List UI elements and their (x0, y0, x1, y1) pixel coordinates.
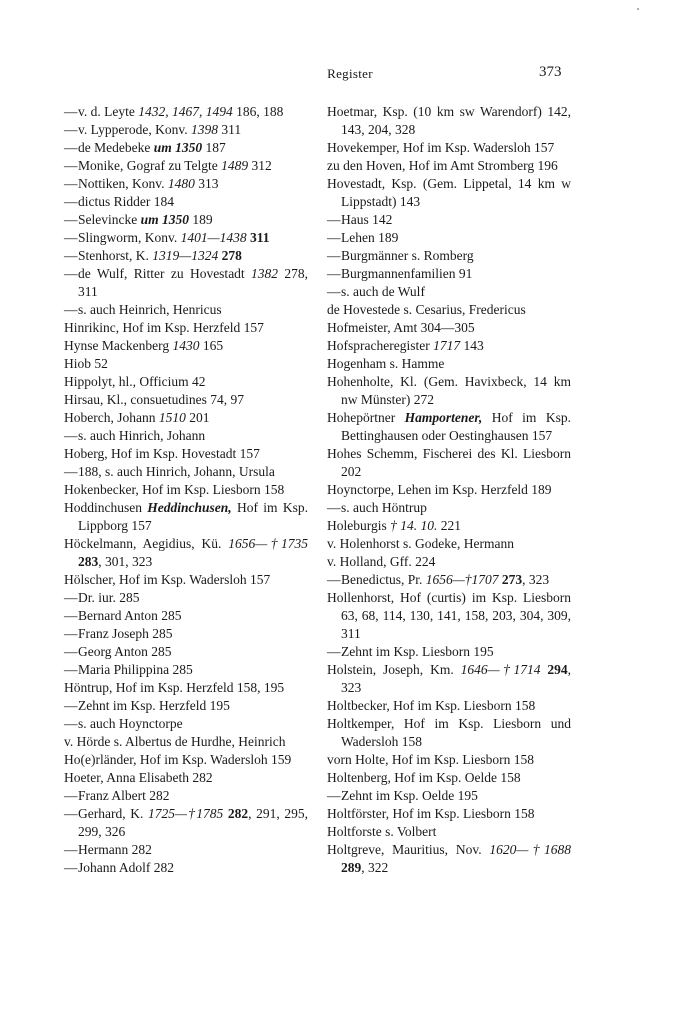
entry-text-segment: 1430 (172, 338, 200, 353)
subentry-dash: — (327, 644, 341, 659)
entry-text-segment: Monike, Gograf zu Telgte (78, 158, 222, 173)
entry-text-segment: 282 (227, 806, 249, 821)
entry-text-segment: 189 (189, 212, 213, 227)
entry-text-segment: Hermann 282 (78, 842, 152, 857)
subentry-dash: — (327, 788, 341, 803)
entry-text-segment: Holeburgis (327, 518, 391, 533)
entry-text-segment: de Medebeke (78, 140, 154, 155)
index-column-left (64, 103, 308, 877)
entry-text-segment: Hohenholte, Kl. (Gem. Havixbeck, 14 km nw Münster) 272 (327, 374, 571, 407)
subentry-dash: — (64, 464, 78, 479)
entry-text-segment: 1398 (190, 122, 218, 137)
index-subentry (64, 193, 308, 211)
subentry-dash: — (327, 284, 341, 299)
entry-text-segment: Holtbecker, Hof im Ksp. Liesborn 158 (327, 698, 536, 713)
index-entry (64, 445, 308, 463)
subentry-dash: — (64, 428, 78, 443)
index-subentry (327, 265, 571, 283)
entry-text-segment: 294 (547, 662, 568, 677)
entry-text-segment: Hippolyt, hl., Officium 42 (64, 374, 206, 389)
entry-text-segment: 273 (501, 572, 523, 587)
index-entry (327, 409, 571, 445)
entry-text-segment: 1725—†1785 (147, 806, 224, 821)
index-subentry (64, 247, 308, 265)
entry-text-segment: , 323 (341, 662, 572, 695)
entry-text-segment: Franz Albert 282 (78, 788, 170, 803)
subentry-dash: — (64, 230, 78, 245)
subentry-dash: — (64, 302, 78, 317)
entry-text-segment: Hogenham s. Hamme (327, 356, 445, 371)
index-entry (327, 841, 571, 877)
subentry-dash: — (64, 212, 78, 227)
index-entry (64, 571, 308, 589)
entry-text-segment: v. Holland, Gff. 224 (327, 554, 436, 569)
index-entry (327, 139, 571, 157)
subentry-dash: — (64, 104, 78, 119)
index-entry (64, 373, 308, 391)
index-subentry (327, 643, 571, 661)
index-entry (327, 319, 571, 337)
subentry-dash: — (327, 230, 341, 245)
subentry-dash: — (327, 248, 341, 263)
entry-text-segment: 188, s. auch Hinrich, Johann, Ursula (78, 464, 275, 479)
entry-text-segment: zu den Hoven, Hof im Amt Stromberg 196 (327, 158, 558, 173)
entry-text-segment: Hokenbecker, Hof im Ksp. Liesborn 158 (64, 482, 285, 497)
entry-text-segment: Holtförster, Hof im Ksp. Liesborn 158 (327, 806, 535, 821)
index-subentry (64, 643, 308, 661)
index-entry (327, 175, 571, 211)
index-subentry (64, 139, 308, 157)
index-subentry (64, 229, 308, 247)
entry-text-segment: , 323 (522, 572, 550, 587)
subentry-dash: — (64, 194, 78, 209)
entry-text-segment: s. auch Hinrich, Johann (78, 428, 206, 443)
entry-text-segment: Burgmänner s. Romberg (341, 248, 474, 263)
subentry-dash: — (64, 122, 78, 137)
entry-text-segment: 1656—†1735 (228, 536, 308, 551)
subentry-dash: — (327, 500, 341, 515)
index-entry (327, 715, 571, 751)
subentry-dash: — (64, 698, 78, 713)
entry-text-segment: 1401—1438 (180, 230, 247, 245)
index-entry (64, 769, 308, 787)
index-subentry (64, 211, 308, 229)
subentry-dash: — (64, 608, 78, 623)
entry-text-segment: 1656—†1707 (425, 572, 499, 587)
subentry-dash: — (64, 626, 78, 641)
entry-text-segment: , 301, 323 (98, 554, 153, 569)
subentry-dash: — (64, 158, 78, 173)
entry-text-segment: 186, 188 (232, 104, 284, 119)
subentry-dash: — (327, 212, 341, 227)
index-entry (327, 157, 571, 175)
entry-text-segment: 221 (437, 518, 461, 533)
index-entry (64, 481, 308, 499)
entry-text-segment: 1489 (221, 158, 249, 173)
index-entry (64, 337, 308, 355)
entry-text-segment: v. Hörde s. Albertus de Hurdhe, Heinrich (64, 734, 286, 749)
entry-text-segment: Hovestadt, Ksp. (Gem. Lippetal, 14 km w Lippstadt) 143 (327, 176, 571, 209)
index-entry (327, 535, 571, 553)
index-subentry (64, 157, 308, 175)
index-subentry (64, 265, 308, 301)
entry-text-segment: 283 (78, 554, 99, 569)
index-entry (64, 499, 308, 535)
entry-text-segment: Hoberg, Hof im Ksp. Hovestadt 157 (64, 446, 260, 461)
entry-text-segment: Höntrup, Hof im Ksp. Herzfeld 158, 195 (64, 680, 285, 695)
index-column-right (327, 103, 571, 877)
entry-text-segment: Hoddinchusen (64, 500, 148, 515)
index-subentry (64, 427, 308, 445)
subentry-dash: — (64, 644, 78, 659)
entry-text-segment: Hofmeister, Amt 304—305 (327, 320, 475, 335)
index-entry (327, 589, 571, 643)
entry-text-segment: Hof im Ksp. Bettinghausen oder Oestinghausen 157 (341, 410, 571, 443)
entry-text-segment: Hamportener, (404, 410, 483, 425)
index-entry (327, 337, 571, 355)
entry-text-segment: v. Lypperode, Konv. (78, 122, 191, 137)
entry-text-segment: Maria Philippina 285 (78, 662, 193, 677)
entry-text-segment: 313 (194, 176, 219, 191)
index-entry (64, 535, 308, 571)
entry-text-segment: , 291, 295, 299, 326 (78, 806, 308, 839)
index-subentry (64, 175, 308, 193)
entry-text-segment: s. auch de Wulf (341, 284, 425, 299)
subentry-dash: — (64, 590, 78, 605)
entry-text-segment: Holtgreve, Mauritius, Nov. (327, 842, 490, 857)
entry-text-segment: Holtkemper, Hof im Ksp. Liesborn und Wadersloh 158 (327, 716, 571, 749)
index-subentry (64, 841, 308, 859)
entry-text-segment: Hovekemper, Hof im Ksp. Wadersloh 157 (327, 140, 555, 155)
entry-text-segment: Hoberch, Johann (64, 410, 159, 425)
subentry-dash: — (64, 176, 78, 191)
entry-text-segment: 165 (199, 338, 224, 353)
entry-text-segment: Hoeter, Anna Elisabeth 282 (64, 770, 213, 785)
index-entry (327, 805, 571, 823)
entry-text-segment: Holtforste s. Volbert (327, 824, 437, 839)
index-entry (327, 553, 571, 571)
entry-text-segment: Benedictus, Pr. (341, 572, 426, 587)
index-subentry (64, 625, 308, 643)
entry-text-segment: um 1350 (140, 212, 189, 227)
entry-text-segment: 1620—†1688 (489, 842, 571, 857)
entry-text-segment: 143 (460, 338, 484, 353)
subentry-dash: — (64, 248, 78, 263)
index-subentry (64, 607, 308, 625)
index-subentry (327, 787, 571, 805)
subentry-dash: — (64, 788, 78, 803)
index-entry (327, 355, 571, 373)
entry-text-segment: 278 (221, 248, 242, 263)
entry-text-segment: 311 (217, 122, 242, 137)
index-entry (327, 751, 571, 769)
entry-text-segment: Gerhard, K. (78, 806, 148, 821)
entry-text-segment: Zehnt im Ksp. Liesborn 195 (341, 644, 494, 659)
index-entry (327, 697, 571, 715)
index-entry (64, 751, 308, 769)
index-entry (327, 373, 571, 409)
index-entry (64, 409, 308, 427)
index-subentry (327, 571, 571, 589)
entry-text-segment: Hohes Schemm, Fischerei des Kl. Liesborn 202 (327, 446, 571, 479)
subentry-dash: — (64, 716, 78, 731)
index-subentry (64, 661, 308, 679)
entry-text-segment: Hoynctorpe, Lehen im Ksp. Herzfeld 189 (327, 482, 552, 497)
running-head: Register (327, 66, 373, 81)
entry-text-segment: v. d. Leyte (78, 104, 139, 119)
page-number: 373 (539, 64, 562, 80)
stray-mark (637, 8, 639, 10)
entry-text-segment: Zehnt im Ksp. Herzfeld 195 (78, 698, 230, 713)
subentry-dash: — (64, 860, 78, 875)
index-entry (327, 103, 571, 139)
entry-text-segment: 311 (250, 230, 270, 245)
subentry-dash: — (64, 140, 78, 155)
entry-text-segment: Franz Joseph 285 (78, 626, 173, 641)
entry-text-segment: Hynse Mackenberg (64, 338, 173, 353)
entry-text-segment: Ho(e)rländer, Hof im Ksp. Wadersloh 159 (64, 752, 292, 767)
entry-text-segment: 187 (202, 140, 226, 155)
subentry-dash: — (327, 572, 341, 587)
index-subentry (64, 697, 308, 715)
entry-text-segment: 1432, 1467, 1494 (138, 104, 233, 119)
entry-text-segment: Selevincke (78, 212, 141, 227)
index-subentry (64, 787, 308, 805)
entry-text-segment: Stenhorst, K. (78, 248, 153, 263)
entry-text-segment: Lehen 189 (341, 230, 399, 245)
entry-text-segment: Slingworm, Konv. (78, 230, 181, 245)
entry-text-segment: s. auch Höntrup (341, 500, 427, 515)
subentry-dash: — (64, 842, 78, 857)
entry-text-segment: de Hovestede s. Cesarius, Fredericus (327, 302, 526, 317)
entry-text-segment: Hölscher, Hof im Ksp. Wadersloh 157 (64, 572, 271, 587)
index-subentry (64, 463, 308, 481)
entry-text-segment: † 14. 10. (390, 518, 438, 533)
entry-text-segment: Dr. iur. 285 (78, 590, 140, 605)
entry-text-segment: 278, 311 (78, 266, 309, 299)
entry-text-segment: Georg Anton 285 (78, 644, 172, 659)
entry-text-segment: 1510 (158, 410, 186, 425)
entry-text-segment: 1717 (433, 338, 461, 353)
entry-text-segment: Bernard Anton 285 (78, 608, 182, 623)
index-entry (327, 769, 571, 787)
entry-text-segment: 1382 (251, 266, 279, 281)
index-entry (327, 481, 571, 499)
index-subentry (64, 805, 308, 841)
entry-text-segment: Hiob 52 (64, 356, 108, 371)
index-entry (327, 661, 571, 697)
index-entry (64, 679, 308, 697)
subentry-dash: — (64, 266, 78, 281)
index-entry (64, 391, 308, 409)
entry-text-segment: vorn Holte, Hof im Ksp. Liesborn 158 (327, 752, 534, 767)
subentry-dash: — (64, 662, 78, 677)
entry-text-segment: Hof im Ksp. Lippborg 157 (78, 500, 308, 533)
entry-text-segment: Zehnt im Ksp. Oelde 195 (341, 788, 478, 803)
entry-text-segment: Höckelmann, Aegidius, Kü. (64, 536, 229, 551)
subentry-dash: — (327, 266, 341, 281)
index-entry (64, 355, 308, 373)
entry-text-segment: Hofspracheregister (327, 338, 434, 353)
entry-text-segment: 312 (248, 158, 272, 173)
index-entry (327, 517, 571, 535)
entry-text-segment: 1646—†1714 (460, 662, 541, 677)
subentry-dash: — (64, 806, 78, 821)
entry-text-segment: 289 (341, 860, 362, 875)
entry-text-segment: 201 (185, 410, 210, 425)
entry-text-segment: Hinrikinc, Hof im Ksp. Herzfeld 157 (64, 320, 264, 335)
index-subentry (64, 121, 308, 139)
entry-text-segment: Hollenhorst, Hof (curtis) im Ksp. Liesborn 63, 68, 114, 130, 141, 158, 203, 304, 309, 311 (327, 590, 571, 641)
entry-text-segment: , 322 (361, 860, 389, 875)
index-subentry (64, 715, 308, 733)
index-entry (64, 319, 308, 337)
index-subentry (327, 499, 571, 517)
entry-text-segment: Holstein, Joseph, Km. (327, 662, 461, 677)
entry-text-segment: Hohepörtner (327, 410, 405, 425)
index-entry (327, 301, 571, 319)
entry-text-segment: Holtenberg, Hof im Ksp. Oelde 158 (327, 770, 521, 785)
index-entry (64, 733, 308, 751)
entry-text-segment: de Wulf, Ritter zu Hovestadt (78, 266, 252, 281)
entry-text-segment: s. auch Heinrich, Henricus (78, 302, 222, 317)
entry-text-segment: s. auch Hoynctorpe (78, 716, 183, 731)
entry-text-segment: Hoetmar, Ksp. (10 km sw Warendorf) 142, 143, 204, 328 (327, 104, 571, 137)
index-subentry (327, 211, 571, 229)
entry-text-segment: 1319—1324 (152, 248, 219, 263)
entry-text-segment: dictus Ridder 184 (78, 194, 174, 209)
index-subentry (64, 589, 308, 607)
entry-text-segment: um 1350 (153, 140, 203, 155)
index-subentry (64, 301, 308, 319)
entry-text-segment: v. Holenhorst s. Godeke, Hermann (327, 536, 514, 551)
index-entry (327, 445, 571, 481)
index-entry (327, 823, 571, 841)
entry-text-segment: Nottiken, Konv. (78, 176, 168, 191)
entry-text-segment: Hirsau, Kl., consuetudines 74, 97 (64, 392, 244, 407)
entry-text-segment: Heddinchusen, (147, 500, 232, 515)
index-subentry (64, 859, 308, 877)
index-subentry (327, 229, 571, 247)
entry-text-segment: Burgmannenfamilien 91 (341, 266, 473, 281)
entry-text-segment: Johann Adolf 282 (78, 860, 174, 875)
index-subentry (64, 103, 308, 121)
entry-text-segment: 1480 (167, 176, 195, 191)
index-subentry (327, 247, 571, 265)
entry-text-segment: Haus 142 (341, 212, 393, 227)
index-subentry (327, 283, 571, 301)
